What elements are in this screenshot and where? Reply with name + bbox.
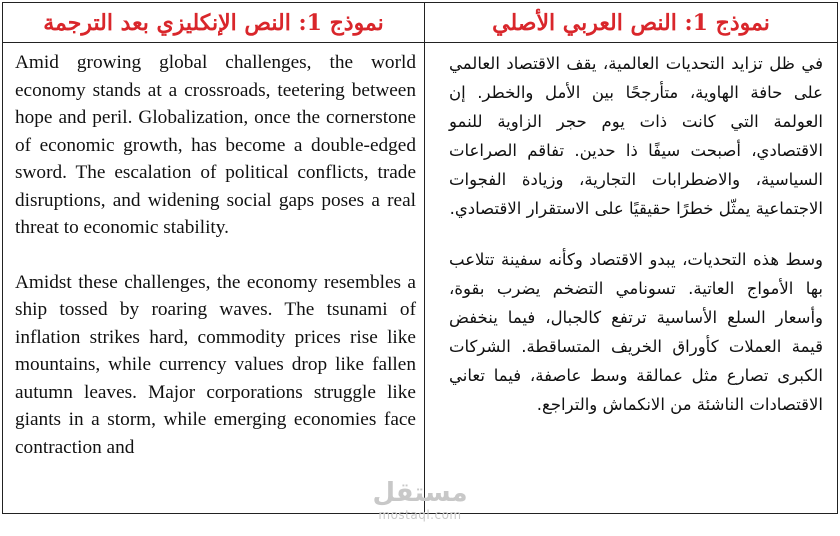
english-column-title: نموذج 1: النص الإنكليزي بعد الترجمة	[3, 3, 425, 42]
english-translation-column	[3, 43, 425, 513]
watermark-url-text: mostaql.com	[378, 508, 462, 522]
translation-comparison-table	[2, 2, 838, 514]
table-body-row	[3, 43, 837, 513]
watermark-arabic-text: مستقل	[372, 478, 468, 508]
arabic-column-title: نموذج 1: النص العربي الأصلي	[492, 9, 770, 36]
arabic-paragraph-1: في ظل تزايد التحديات العالمية، يقف الاقتصاد العالمي على حافة الهاوية، متأرجحًا بين الأمل والخطر. إن العولمة التي كانت ذات يوم حجر الزاوية للنمو الاقتصادي، أصبحت سيفًا ذا حدين. تفاقم الصراعات السياسية، والاضطرابات التجارية، وزيادة الفجوات الاجتماعية يمثّل خطرًا حقيقيًا على الاستقرار الاقتصادي.	[449, 54, 823, 218]
arabic-original-column	[425, 43, 837, 513]
arabic-paragraph-2: وسط هذه التحديات، يبدو الاقتصاد وكأنه سفينة تتلاعب بها الأمواج العاتية. تسونامي التضخم يضرب بقوة، وأسعار السلع الأساسية ترتفع كالجبال، فيما ينخفض قيمة العملات كأوراق الخريف المتساقطة. الشركات الكبرى تصارع مثل عمالقة وسط عاصفة، فيما تعاني الاقتصادات الناشئة من الانكماش والتراجع.	[449, 250, 823, 414]
english-paragraph-2: Amidst these challenges, the economy resembles a ship tossed by roaring waves. The tsunami of inflation strikes hard, commodity prices rise like mountains, while currency values drop like fallen autumn leaves. Major corporations struggle like giants in a storm, while emerging economies face contraction and	[15, 271, 416, 458]
table-header-row	[3, 3, 837, 43]
english-paragraph-1: Amid growing global challenges, the world economy stands at a crossroads, teetering between hope and peril. Globalization, once the cornerstone of economic growth, has become a double-edged sword. The escalation of political conflicts, trade disruptions, and widening social gaps poses a real threat to economic stability.	[15, 52, 416, 238]
